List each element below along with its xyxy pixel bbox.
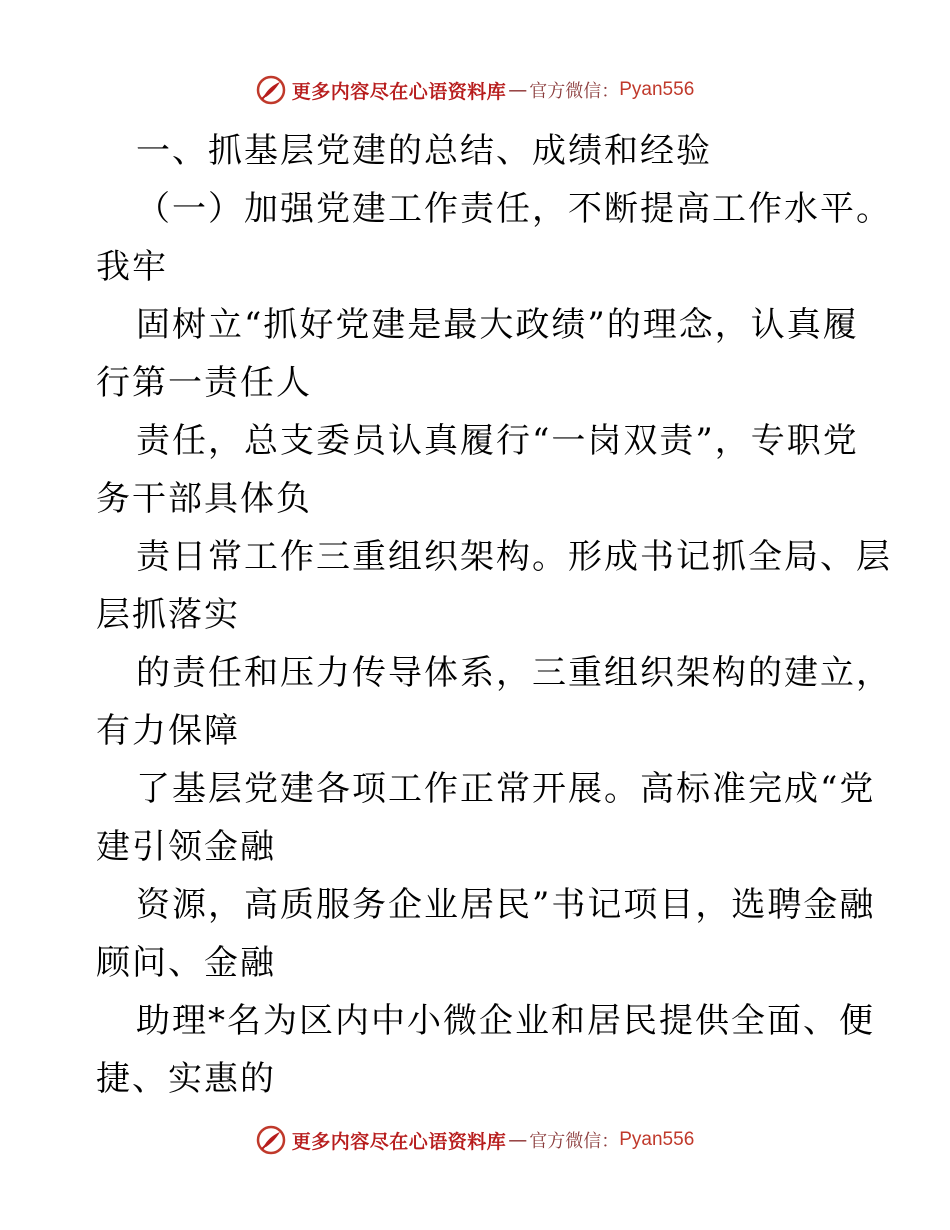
section-heading: 一、抓基层党建的总结、成绩和经验 (136, 131, 712, 171)
text-line: 行第一责任人 (96, 363, 312, 403)
banner-separator: — (508, 1129, 528, 1151)
banner-title: 更多内容尽在心语资料库 (291, 80, 507, 103)
banner-wechat-label: 官方微信： (529, 1131, 620, 1152)
quill-logo-icon (256, 75, 286, 105)
text-line: 顾问、金融 (96, 943, 276, 983)
text-line: 捷、实惠的 (96, 1059, 276, 1099)
text-line: 我牢 (96, 247, 168, 287)
text-line: 了基层党建各项工作正常开展。高标准完成“党 (136, 769, 876, 809)
banner-separator: — (508, 79, 528, 101)
banner-title: 更多内容尽在心语资料库 (291, 1130, 507, 1153)
footer-banner (0, 1120, 950, 1160)
banner-wechat-id: Pyan556 (619, 79, 695, 100)
subsection-heading: （一）加强党建工作责任，不断提高工作水平。 (136, 189, 892, 229)
header-banner (0, 70, 950, 110)
quill-logo-icon (256, 1125, 286, 1155)
text-line: 责日常工作三重组织架构。形成书记抓全局、层 (136, 537, 892, 577)
text-line: 层抓落实 (96, 595, 240, 635)
text-line: 务干部具体负 (96, 479, 312, 519)
text-line: 资源，高质服务企业居民”书记项目，选聘金融 (136, 885, 876, 925)
document-body (96, 122, 892, 1108)
text-line: 助理*名为区内中小微企业和居民提供全面、便 (136, 1001, 875, 1041)
text-line: 有力保障 (96, 711, 240, 751)
banner-wechat-id: Pyan556 (619, 1129, 695, 1150)
text-line: 责任，总支委员认真履行“一岗双责”，专职党 (136, 421, 859, 461)
text-line: 的责任和压力传导体系，三重组织架构的建立， (136, 653, 892, 693)
text-line: 固树立“抓好党建是最大政绩”的理念，认真履 (136, 305, 859, 345)
banner-wechat-label: 官方微信： (529, 81, 620, 102)
text-line: 建引领金融 (96, 827, 276, 867)
